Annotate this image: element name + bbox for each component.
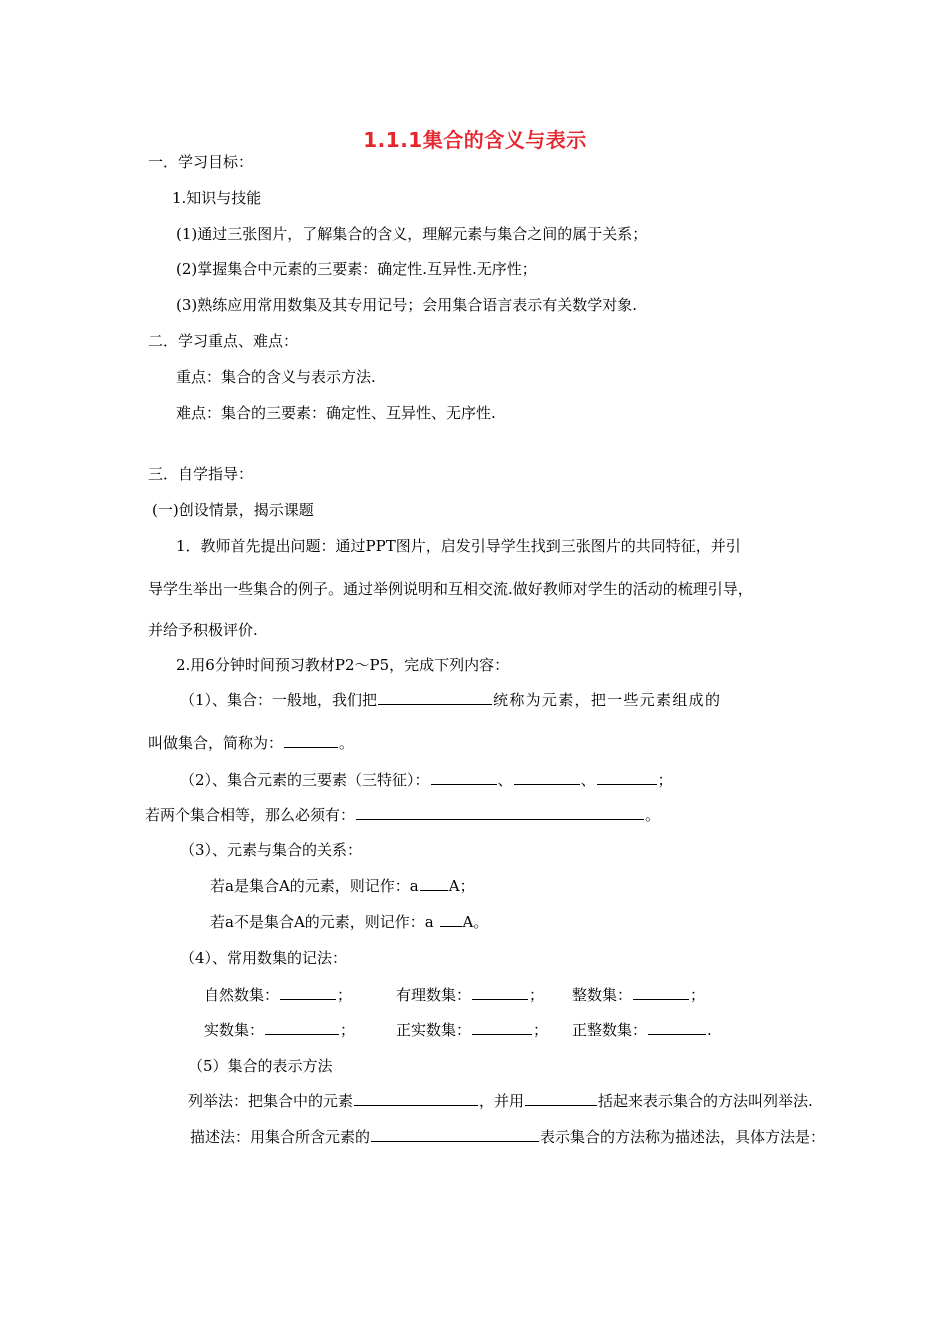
description-method-line: 描述法：用集合所含元素的 表示集合的方法称为描述法，具体方法是： bbox=[190, 1128, 826, 1146]
answer-blank[interactable] bbox=[371, 1127, 539, 1142]
paragraph-line: 导学生举出一些集合的例子。通过举例说明和互相交流.做好教师对学生的活动的梳理引导， bbox=[148, 580, 753, 598]
objective-item: (3)熟练应用常用数集及其专用记号；会用集合语言表示有关数学对象. bbox=[176, 296, 638, 314]
objective-item: (2)掌握集合中元素的三要素：确定性.互异性.无序性； bbox=[176, 260, 537, 278]
answer-blank[interactable] bbox=[597, 770, 657, 785]
answer-blank[interactable] bbox=[378, 690, 492, 705]
section-2-heading: 二．学习重点、难点： bbox=[148, 332, 299, 350]
answer-blank[interactable] bbox=[356, 805, 644, 820]
answer-blank[interactable] bbox=[472, 985, 528, 1000]
section-1-heading: 一．学习目标： bbox=[148, 153, 254, 171]
answer-blank[interactable] bbox=[431, 770, 497, 785]
number-set-integer: 整数集： ； bbox=[572, 986, 706, 1004]
question-1-line: （1）、集合：一般地，我们把 统称为元素，把一些元素组成的 bbox=[180, 691, 722, 709]
question-1-line: 叫做集合，简称为： 。 bbox=[148, 734, 355, 752]
document-title: 1.1.1集合的含义与表示 bbox=[363, 128, 587, 152]
question-5-heading: （5）集合的表示方法 bbox=[188, 1057, 333, 1075]
answer-blank[interactable] bbox=[514, 770, 580, 785]
instruction-line: 2.用6分钟时间预习教材P2～P5，完成下列内容： bbox=[176, 656, 510, 674]
number-set-rational: 有理数集： ； bbox=[396, 986, 545, 1004]
question-3-heading: （3）、元素与集合的关系： bbox=[180, 841, 363, 859]
section-3-subheading: (一)创设情景，揭示课题 bbox=[152, 501, 314, 519]
list-method-line: 列举法：把集合中的元素 ，并用 括起来表示集合的方法叫列举法. bbox=[188, 1092, 813, 1110]
number-set-positive-real: 正实数集： ； bbox=[396, 1021, 549, 1039]
question-2-line: （2）、集合元素的三要素（三特征）： 、 、 ； bbox=[180, 771, 673, 789]
answer-blank[interactable] bbox=[354, 1091, 478, 1106]
section-3-heading: 三．自学指导： bbox=[148, 465, 254, 483]
answer-blank[interactable] bbox=[633, 985, 689, 1000]
number-set-positive-integer: 正整数集： . bbox=[572, 1021, 712, 1039]
section-1-subheading: 1.知识与技能 bbox=[172, 189, 262, 207]
key-point: 重点：集合的含义与表示方法. bbox=[176, 368, 376, 386]
number-set-natural: 自然数集： ； bbox=[204, 986, 353, 1004]
answer-blank[interactable] bbox=[525, 1091, 597, 1106]
answer-blank[interactable] bbox=[265, 1020, 339, 1035]
question-3-line: 若a是集合A的元素，则记作：a A； bbox=[210, 877, 475, 895]
answer-blank[interactable] bbox=[420, 876, 448, 891]
paragraph-line: 并给予积极评价. bbox=[148, 621, 258, 639]
paragraph-line: 1．教师首先提出问题：通过PPT图片，启发引导学生找到三张图片的共同特征，并引 bbox=[176, 537, 741, 555]
objective-item: (1)通过三张图片，了解集合的含义，理解元素与集合之间的属于关系； bbox=[176, 225, 648, 243]
number-set-real: 实数集： ； bbox=[204, 1021, 356, 1039]
answer-blank[interactable] bbox=[472, 1020, 532, 1035]
answer-blank[interactable] bbox=[440, 912, 462, 927]
answer-blank[interactable] bbox=[648, 1020, 706, 1035]
question-3-line: 若a不是集合A的元素，则记作：a A。 bbox=[210, 913, 489, 931]
question-2-line: 若两个集合相等，那么必须有： 。 bbox=[145, 806, 661, 824]
question-4-heading: （4）、常用数集的记法： bbox=[180, 949, 348, 967]
answer-blank[interactable] bbox=[280, 985, 336, 1000]
answer-blank[interactable] bbox=[284, 733, 338, 748]
difficult-point: 难点：集合的三要素：确定性、互异性、无序性. bbox=[176, 404, 496, 422]
